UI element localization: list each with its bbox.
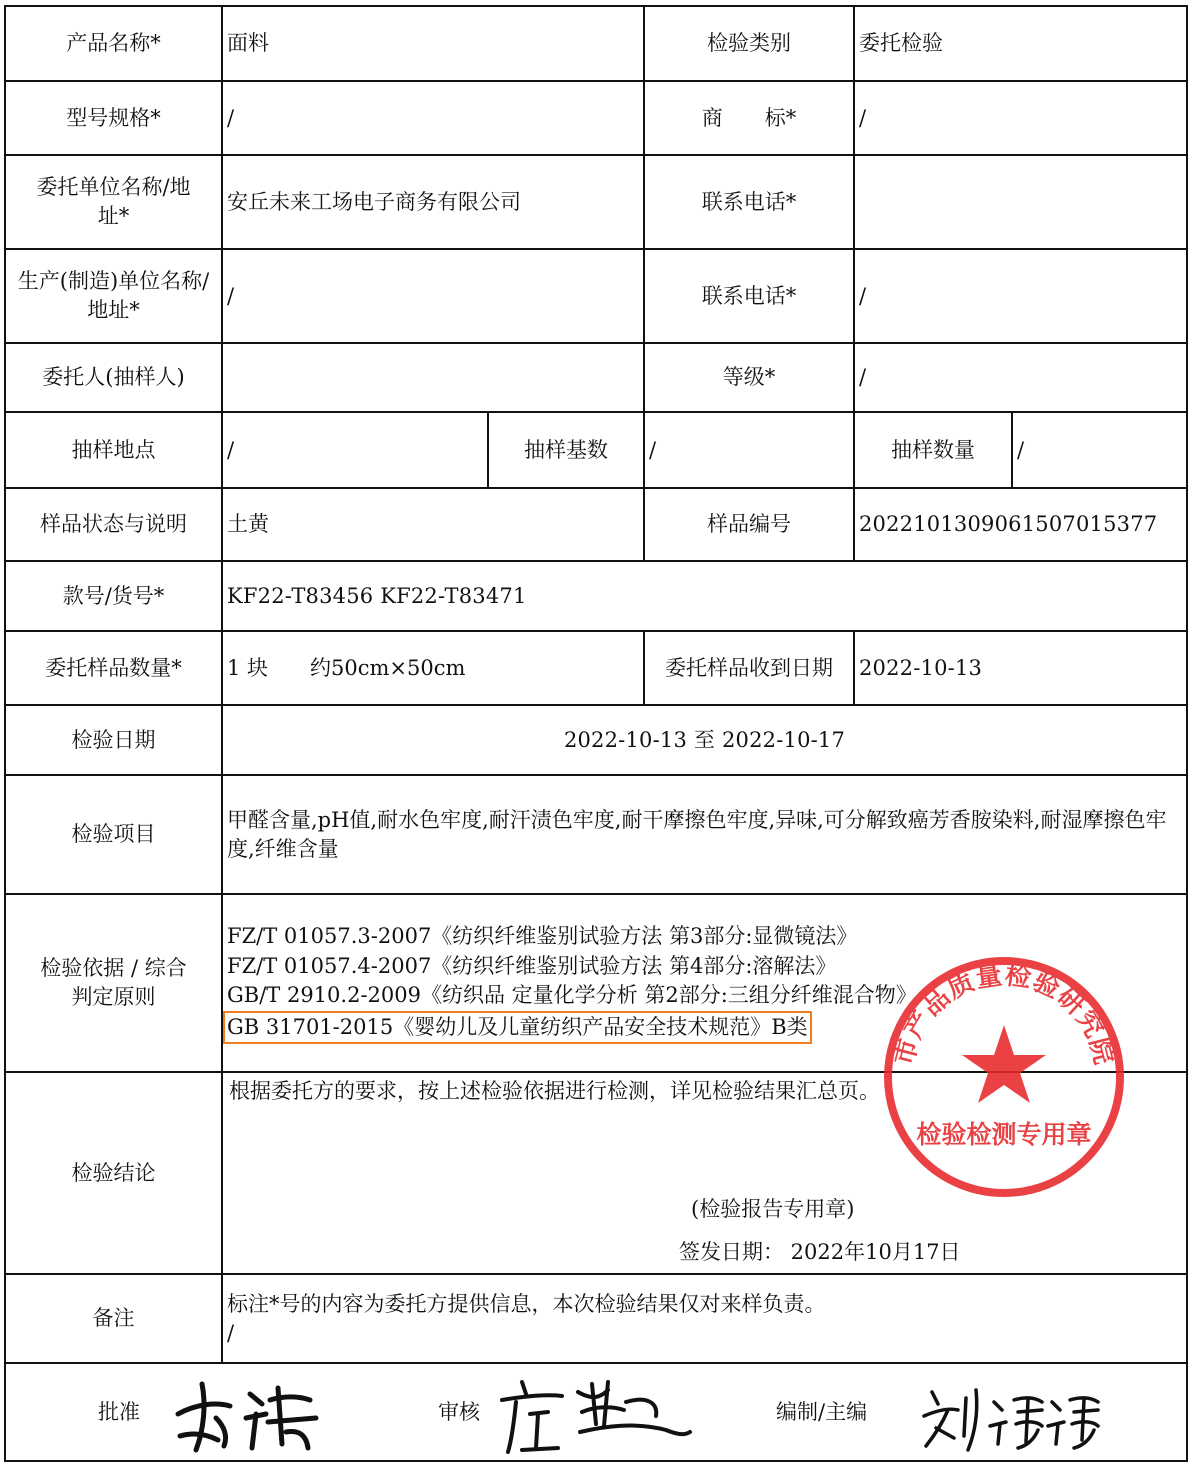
model-spec-label: 型号规格* [5, 81, 222, 155]
row-manufacturer [5, 249, 1187, 343]
client-phone-label: 联系电话* [644, 155, 854, 249]
trademark-value: / [854, 81, 1187, 155]
sampling-place-value: / [222, 412, 488, 488]
product-name-value: 面料 [222, 6, 644, 81]
sampling-qty-label: 抽样数量 [854, 412, 1012, 488]
inspection-date-value: 2022-10-13 至 2022-10-17 [222, 705, 1187, 775]
received-date-label: 委托样品收到日期 [644, 631, 854, 705]
client-phone-value [854, 155, 1187, 249]
row-items [5, 775, 1187, 894]
sample-no-label: 样品编号 [644, 488, 854, 561]
issue-date: 签发日期： 2022年10月17日 [679, 1240, 961, 1264]
inspection-type-value: 委托检验 [854, 6, 1187, 81]
compile-label: 编制/主编 [776, 1400, 868, 1424]
row-client [5, 155, 1187, 249]
row-sampling [5, 412, 1187, 488]
compile-signature [918, 1380, 1108, 1456]
inspection-type-label: 检验类别 [644, 6, 854, 81]
sample-state-label: 样品状态与说明 [5, 488, 222, 561]
style-no-label: 款号/货号* [5, 561, 222, 631]
items-value: 甲醛含量,pH值,耐水色牢度,耐汗渍色牢度,耐干摩擦色牢度,异味,可分解致癌芳香胺染料,耐湿摩擦色牢度,纤维含量 [222, 775, 1187, 894]
sampling-base-value: / [644, 412, 854, 488]
basis-line-3: GB/T 2910.2-2009《纺织品 定量化学分析 第2部分:三组分纤维混合物》 [227, 983, 917, 1007]
row-sampler [5, 343, 1187, 412]
sampling-base-label: 抽样基数 [488, 412, 644, 488]
remarks-line-1: 标注*号的内容为委托方提供信息，本次检验结果仅对来样负责。 [227, 1291, 826, 1316]
grade-value: / [854, 343, 1187, 412]
sample-state-value: 土黄 [222, 488, 644, 561]
review-signature [496, 1372, 696, 1458]
remarks-value [222, 1274, 1187, 1363]
manufacturer-phone-value: / [854, 249, 1187, 343]
inspection-seal-stamp [880, 953, 1128, 1201]
basis-line-2: FZ/T 01057.4-2007《纺织纤维鉴别试验方法 第4部分:溶解法》 [227, 953, 837, 978]
client-value: 安丘未来工场电子商务有限公司 [222, 155, 644, 249]
inspection-report-form [4, 5, 1186, 1465]
manufacturer-label: 生产(制造)单位名称/地址* [5, 249, 222, 343]
row-sample-state [5, 488, 1187, 561]
row-remarks [5, 1274, 1187, 1363]
basis-line-1: FZ/T 01057.3-2007《纺织纤维鉴别试验方法 第3部分:显微镜法》 [227, 924, 858, 948]
row-sample-qty [5, 631, 1187, 705]
items-label: 检验项目 [5, 775, 222, 894]
sampler-label: 委托人(抽样人) [5, 343, 222, 412]
svg-text:检验检测专用章: 检验检测专用章 [916, 1120, 1092, 1149]
signature-cell [5, 1363, 1187, 1461]
sampler-value [222, 343, 644, 412]
remarks-label: 备注 [5, 1274, 222, 1363]
row-signatures [5, 1363, 1187, 1461]
approve-label: 批准 [98, 1400, 140, 1424]
sampling-qty-value: / [1012, 412, 1187, 488]
sampling-place-label: 抽样地点 [5, 412, 222, 488]
model-spec-value: / [222, 81, 644, 155]
client-label: 委托单位名称/地址* [5, 155, 222, 249]
stamp-note: (检验报告专用章) [691, 1197, 855, 1221]
row-inspection-date [5, 705, 1187, 775]
svg-text:市产品质量检验研究院: 市产品质量检验研究院 [889, 960, 1119, 1069]
manufacturer-phone-label: 联系电话* [644, 249, 854, 343]
sample-qty-value: 1 块 约50cm×50cm [222, 631, 644, 705]
received-date-value: 2022-10-13 [854, 631, 1187, 705]
review-label: 审核 [438, 1400, 480, 1424]
row-style-no [5, 561, 1187, 631]
sample-qty-label: 委托样品数量* [5, 631, 222, 705]
product-name-label: 产品名称* [5, 6, 222, 81]
sample-no-value: 202210130906150701537​7 [854, 488, 1187, 561]
conclusion-text: 根据委托方的要求，按上述检验依据进行检测，详见检验结果汇总页。 [229, 1079, 880, 1103]
basis-label: 检验依据 / 综合判定原则 [5, 894, 222, 1072]
row-product-name [5, 6, 1187, 81]
approve-signature [166, 1374, 326, 1456]
inspection-date-label: 检验日期 [5, 705, 222, 775]
basis-line-4-highlighted: GB 31701-2015《婴幼儿及儿童纺织产品安全技术规范》B类 [223, 1011, 812, 1045]
style-no-value: KF22-T83456 KF22-T83471 [222, 561, 1187, 631]
conclusion-label: 检验结论 [5, 1072, 222, 1274]
trademark-label: 商 标* [644, 81, 854, 155]
report-table [4, 5, 1188, 1462]
grade-label: 等级* [644, 343, 854, 412]
row-model-spec [5, 81, 1187, 155]
manufacturer-value: / [222, 249, 644, 343]
remarks-line-2: / [227, 1320, 235, 1345]
